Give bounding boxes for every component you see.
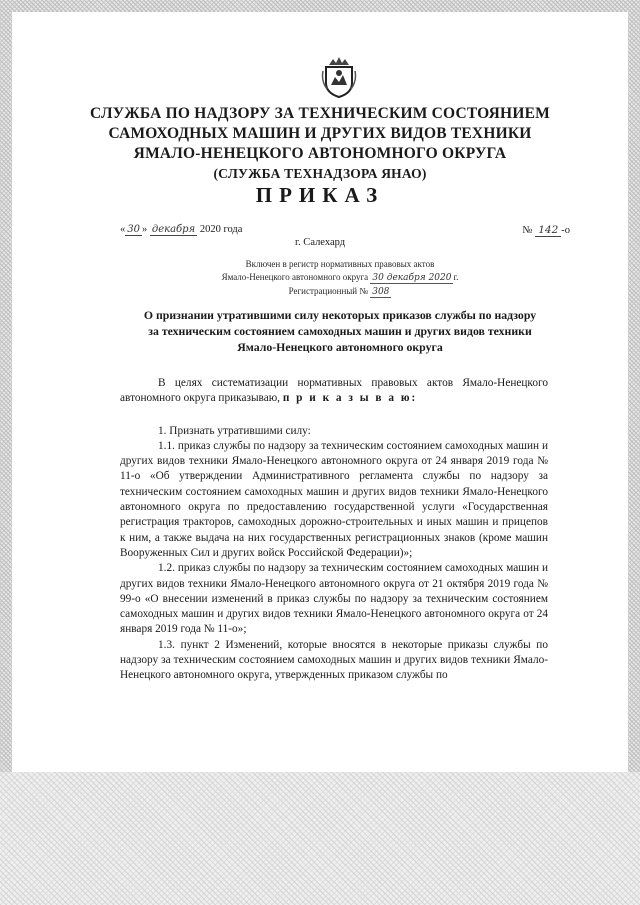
- preamble: [120, 376, 548, 407]
- registry-number-label: Регистрационный №: [288, 286, 368, 296]
- document-title: ПРИКАЗ: [255, 183, 385, 207]
- date-day: 30: [127, 224, 140, 235]
- subject-line-3: Ямало-Ненецкого автономного округа: [237, 340, 443, 354]
- org-line-2: САМОХОДНЫХ МАШИН И ДРУГИХ ВИДОВ ТЕХНИКИ: [108, 125, 532, 142]
- number-value: 142: [535, 224, 561, 237]
- date-month: декабря: [151, 224, 196, 235]
- point-1: 1. Признать утратившими силу:: [158, 424, 311, 437]
- number-suffix: -о: [561, 225, 570, 236]
- document-body: [120, 376, 548, 684]
- date-close-quote: »: [141, 224, 148, 235]
- subject-line-2: за техническим состоянием самоходных машин и других видов техники: [148, 324, 532, 338]
- coat-of-arms-icon: [321, 55, 357, 99]
- document-number: [523, 224, 570, 236]
- city: г. Салехард: [294, 237, 346, 248]
- organization-header: [40, 104, 600, 183]
- document-subject: [100, 307, 580, 355]
- registry-stamp: [180, 258, 500, 299]
- org-short-name: (СЛУЖБА ТЕХНАДЗОРА ЯНАО): [213, 166, 427, 181]
- item-1-3: 1.3. пункт 2 Изменений, которые вносятся в некоторые приказы службы по надзору за техническим состоянием самоходных машин и других видов техники Ямало-Ненецкого автономного округа, утвержденных приказом службы по: [120, 638, 548, 682]
- number-prefix: №: [522, 225, 533, 236]
- registry-line-3: [180, 285, 500, 299]
- item-1-1: 1.1. приказ службы по надзору за техническим состоянием самоходных машин и других видов техники Ямало-Ненецкого автономного округа от 24 января 2019 года № 11-о «Об утверждении Административного регламента службы по надзору за техническим состоянием самоходных машин и других видов техники Ямало-Ненецкого автономного округа по предоставлению государственной услуги «Государственная регистрация тракторов, самоходных дорожно-строительных и иных машин и прицепов к ним, а также выдача на них государственных регистрационных знаков (кроме машин Вооруженных Сил и других войск Российской Федерации)»;: [120, 439, 548, 559]
- subject-line-1: О признании утратившими силу некоторых приказов службы по надзору: [143, 308, 537, 322]
- registry-region: Ямало-Ненецкого автономного округа: [221, 272, 369, 282]
- registry-year-suffix: г.: [453, 272, 459, 282]
- registry-date: 30 декабря 2020: [372, 273, 452, 283]
- document-date: [120, 224, 242, 235]
- registry-line-2: [180, 271, 500, 285]
- date-year: 2020 года: [199, 224, 243, 235]
- date-open-quote: «: [120, 224, 126, 235]
- registry-line-1: Включен в регистр нормативных правовых актов: [245, 259, 435, 269]
- org-line-1: СЛУЖБА ПО НАДЗОРУ ЗА ТЕХНИЧЕСКИМ СОСТОЯНИЕМ: [90, 105, 550, 122]
- preamble-text: В целях систематизации нормативных правовых актов Ямало-Ненецкого автономного округа приказываю,: [120, 377, 548, 405]
- registry-number: 308: [372, 287, 390, 297]
- scan-bottom-margin: [0, 772, 640, 905]
- org-line-3: ЯМАЛО-НЕНЕЦКОГО АВТОНОМНОГО ОКРУГА: [133, 145, 507, 162]
- preamble-order-word: п р и к а з ы в а ю:: [282, 392, 418, 405]
- item-1-2: 1.2. приказ службы по надзору за техническим состоянием самоходных машин и других видов техники Ямало-Ненецкого автономного округа от 21 октября 2019 года № 99-о «О внесении изменений в приказ службы по надзору за техническим состоянием самоходных машин и других видов техники Ямало-Ненецкого автономного округа от 24 января 2019 года № 11-о»;: [120, 562, 548, 636]
